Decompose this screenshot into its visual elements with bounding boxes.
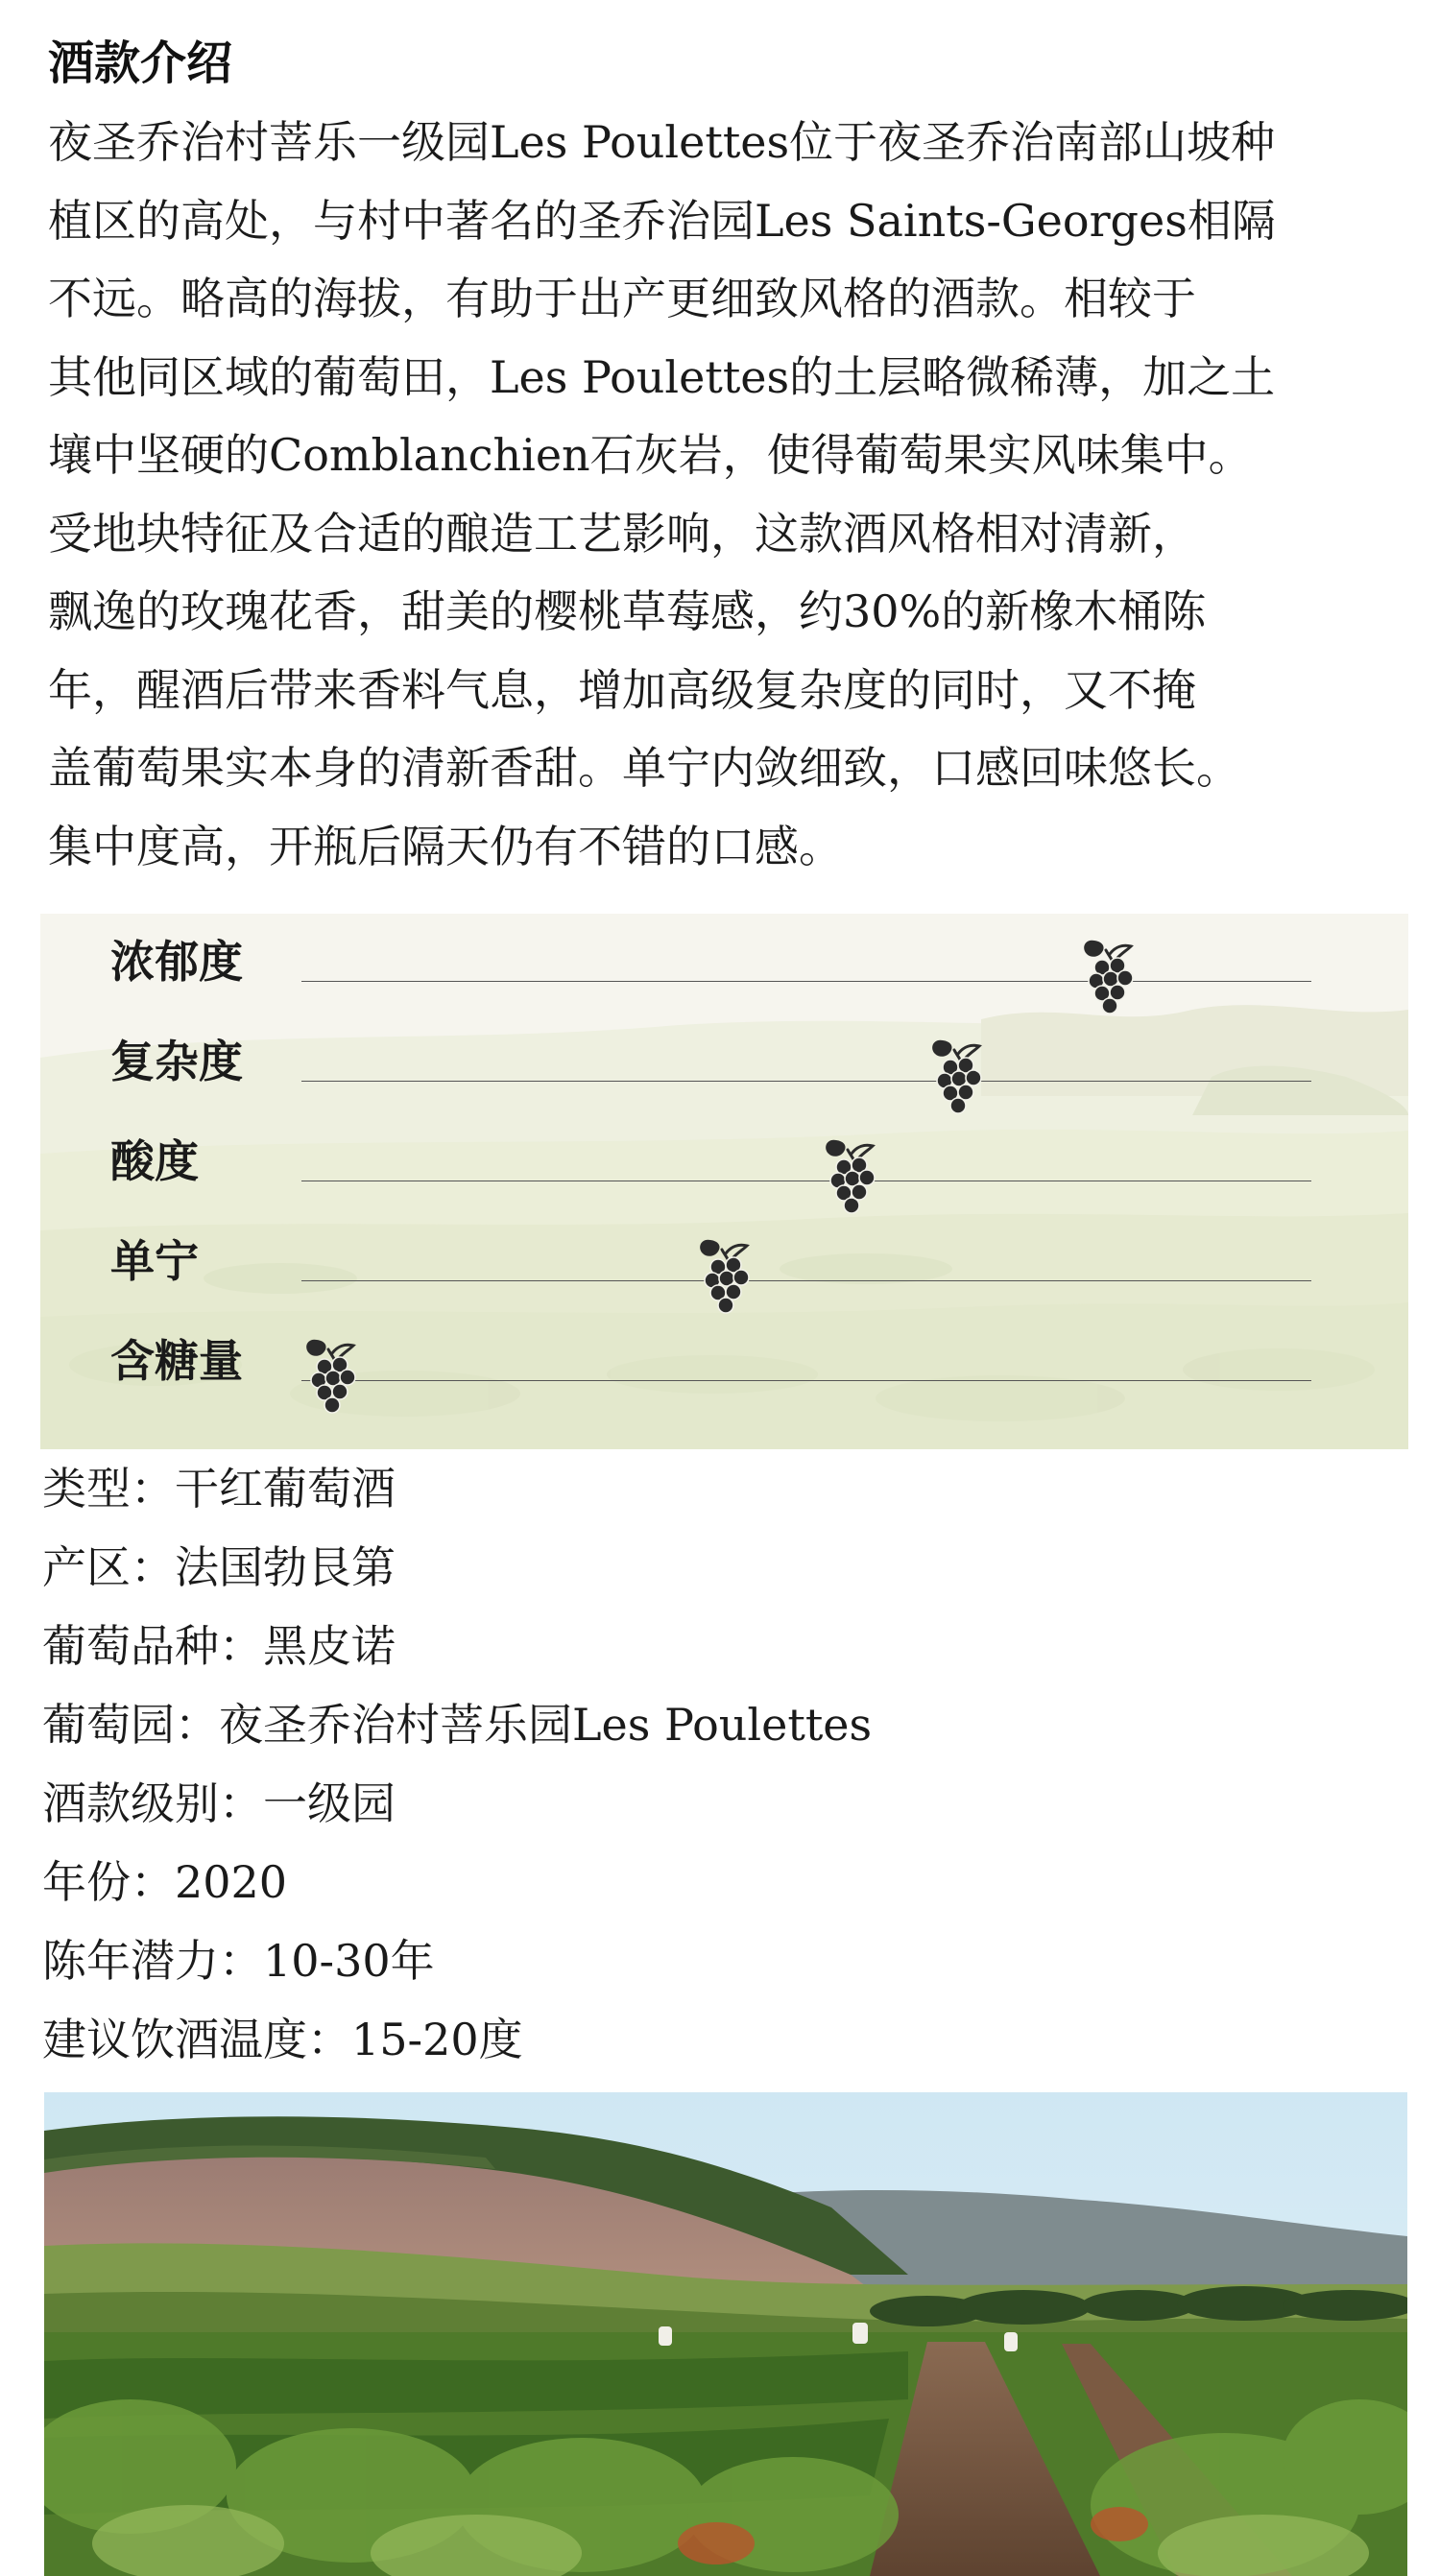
profile-row-label: 浓郁度 [110, 936, 243, 988]
wine-attributes-list [42, 1449, 1396, 2079]
intro-line: 其他同区域的葡萄田，Les Poulettes的土层略微稀薄，加之土 [48, 350, 1276, 403]
profile-row-label: 含糖量 [110, 1335, 243, 1387]
vineyard-landscape-image [44, 2092, 1407, 2576]
profile-row [40, 1113, 1408, 1213]
grape-icon [1081, 937, 1139, 1015]
attr-separator: ： [219, 1620, 263, 1672]
attr-vintage [42, 1843, 1396, 1921]
attr-label: 类型 [42, 1463, 131, 1515]
intro-line: 不远。略高的海拔，有助于出产更细致风格的酒款。相较于 [48, 273, 1196, 324]
intro-line: 夜圣乔治村菩乐一级园Les Poulettes位于夜圣乔治南部山坡种 [48, 116, 1276, 168]
profile-row [40, 1213, 1408, 1313]
profile-scale-line [301, 981, 1311, 982]
attr-label: 建议饮酒温度 [42, 2014, 307, 2065]
attr-value: 10-30年 [263, 1935, 435, 1987]
grape-icon [929, 1037, 987, 1115]
flavor-profile-panel [40, 914, 1408, 1449]
attr-value: 15-20度 [351, 2014, 523, 2065]
intro-paragraph [48, 104, 1397, 886]
intro-line: 植区的高处，与村中著名的圣乔治园Les Saints-Georges相隔 [48, 194, 1276, 247]
grape-icon [697, 1236, 755, 1315]
intro-line: 盖葡萄果实本身的清新香甜。单宁内敛细致，口感回味悠长。 [48, 742, 1240, 794]
attr-label: 产区 [42, 1541, 131, 1593]
intro-line: 壤中坚硬的Comblanchien石灰岩，使得葡萄果实风味集中。 [48, 429, 1253, 481]
attr-separator: ： [131, 1856, 175, 1908]
profile-row [40, 914, 1408, 1014]
attr-separator: ： [219, 1935, 263, 1987]
section-title: 酒款介绍 [48, 36, 233, 90]
attr-separator: ： [131, 1541, 175, 1593]
profile-scale-line [301, 1380, 1311, 1381]
attr-value: 一级园 [263, 1777, 396, 1829]
attr-vineyard [42, 1685, 1396, 1764]
attr-value: 法国勃艮第 [175, 1541, 396, 1593]
attr-grape-variety [42, 1607, 1396, 1685]
intro-line: 受地块特征及合适的酿造工艺影响，这款酒风格相对清新， [48, 507, 1196, 560]
grape-icon [303, 1336, 361, 1415]
profile-row-label: 复杂度 [110, 1036, 243, 1087]
attr-type [42, 1449, 1396, 1528]
profile-scale-line [301, 1280, 1311, 1281]
attr-serving-temperature [42, 2000, 1396, 2079]
attr-aging-potential [42, 1921, 1396, 2000]
attr-label: 酒款级别 [42, 1777, 219, 1829]
attr-classification [42, 1764, 1396, 1843]
attr-separator: ： [219, 1777, 263, 1829]
profile-row [40, 1313, 1408, 1413]
attr-value: 黑皮诺 [263, 1620, 396, 1672]
attr-value: 2020 [175, 1856, 288, 1908]
attr-label: 年份 [42, 1856, 131, 1908]
attr-value: 干红葡萄酒 [175, 1463, 396, 1515]
grape-icon [823, 1136, 880, 1215]
attr-separator: ： [175, 1699, 219, 1751]
profile-scale-line [301, 1081, 1311, 1082]
attr-separator: ： [131, 1463, 175, 1515]
attr-label: 陈年潜力 [42, 1935, 219, 1987]
attr-label: 葡萄园 [42, 1699, 175, 1751]
intro-line: 集中度高，开瓶后隔天仍有不错的口感。 [48, 820, 843, 872]
attr-region [42, 1528, 1396, 1607]
profile-row [40, 1014, 1408, 1113]
attr-separator: ： [307, 2014, 351, 2065]
attr-label: 葡萄品种 [42, 1620, 219, 1672]
profile-row-label: 单宁 [110, 1235, 199, 1287]
profile-row-label: 酸度 [110, 1135, 199, 1187]
attr-value: 夜圣乔治村菩乐园Les Poulettes [219, 1699, 873, 1751]
intro-line: 年，醒酒后带来香料气息，增加高级复杂度的同时，又不掩 [48, 663, 1196, 716]
intro-line: 飘逸的玫瑰花香，甜美的樱桃草莓感，约30%的新橡木桶陈 [48, 585, 1207, 637]
vineyard-photo [44, 2092, 1407, 2576]
